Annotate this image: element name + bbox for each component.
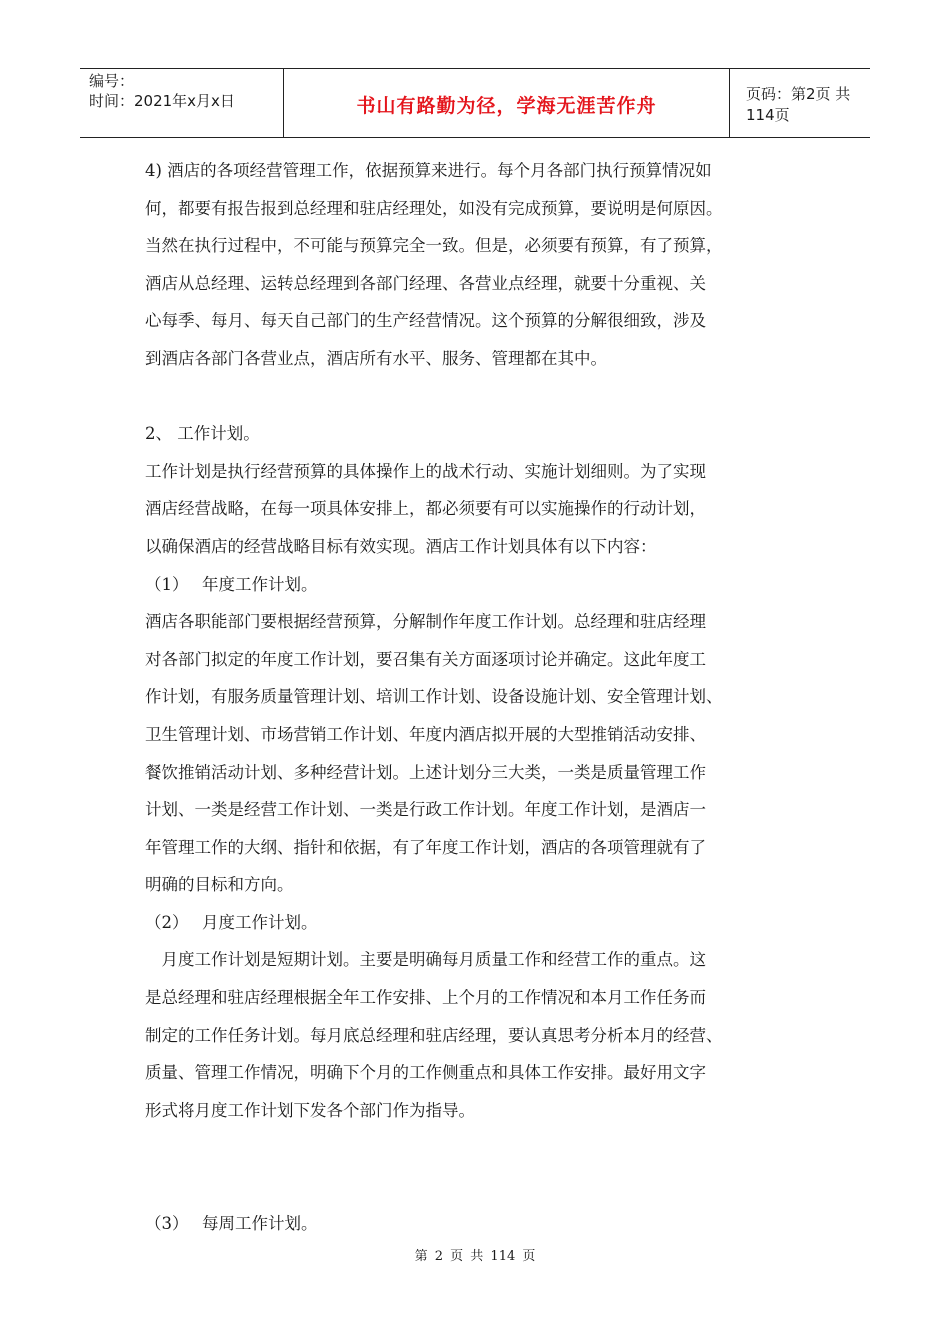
header-page-info: 页码：第2页 共114页 [746,85,851,124]
text-line: 年管理工作的大纲、指针和依据，有了年度工作计划，酒店的各项管理就有了 [145,837,706,857]
text-line: 餐饮推销活动计划、多种经营计划。上述计划分三大类，一类是质量管理工作 [145,762,706,782]
text-line: 以确保酒店的经营战略目标有效实现。酒店工作计划具体有以下内容： [145,536,657,556]
text-line: 酒店从总经理、运转总经理到各部门经理、各营业点经理，就要十分重视、关 [145,273,706,293]
text-line: 卫生管理计划、市场营销工作计划、年度内酒店拟开展的大型推销活动安排、 [145,724,706,744]
text-line: 质量、管理工作情况，明确下个月的工作侧重点和具体工作安排。最好用文字 [145,1063,706,1083]
text-line: 当然在执行过程中，不可能与预算完全一致。但是，必须要有预算，有了预算， [145,236,723,256]
text-line: 酒店经营战略，在每一项具体安排上，都必须要有可以实施操作的行动计划， [145,499,706,519]
text-line: 对各部门拟定的年度工作计划，要召集有关方面逐项讨论并确定。这此年度工 [145,649,706,669]
text-line: 月度工作计划是短期计划。主要是明确每月质量工作和经营工作的重点。这 [145,950,706,970]
text-line: （2） 月度工作计划。 [145,912,318,932]
blank-line [145,1167,835,1205]
header-motto-cell [284,69,730,137]
text-line: 是总经理和驻店经理根据全年工作安排、上个月的工作情况和本月工作任务而 [145,988,706,1008]
page-footer: 第 2 页 共 114 页 [414,1249,536,1264]
text-line: 形式将月度工作计划下发各个部门作为指导。 [145,1100,475,1120]
blank-line [145,1129,835,1167]
text-line: 到酒店各部门各营业点，酒店所有水平、服务、管理都在其中。 [145,348,607,368]
text-line: 作计划，有服务质量管理计划、培训工作计划、设备设施计划、安全管理计划、 [145,687,723,707]
text-line: 明确的目标和方向。 [145,875,294,895]
header-motto: 书山有路勤为径，学海无涯苦作舟 [356,94,657,117]
text-line: 工作计划是执行经营预算的具体操作上的战术行动、实施计划细则。为了实现 [145,461,706,481]
text-line: 计划、一类是经营工作计划、一类是行政工作计划。年度工作计划，是酒店一 [145,800,706,820]
text-line: （1） 年度工作计划。 [145,574,318,594]
text-line: 何，都要有报告报到总经理和驻店经理处，如没有完成预算，要说明是何原因。 [145,198,723,218]
text-line: 2、 工作计划。 [145,424,260,444]
document-number: 编号： [89,72,135,90]
text-line: 酒店各职能部门要根据经营预算，分解制作年度工作计划。总经理和驻店经理 [145,612,706,632]
document-body [145,152,835,1242]
header-page-cell [730,69,870,137]
blank-line [145,378,835,416]
text-line: 制定的工作任务计划。每月底总经理和驻店经理，要认真思考分析本月的经营、 [145,1025,723,1045]
document-date: 时间：2021年x月x日 [89,92,235,110]
text-line: 4) 酒店的各项经营管理工作，依据预算来进行。每个月各部门执行预算情况如 [145,161,712,180]
page-header [80,68,870,138]
text-line: （3） 每周工作计划。 [145,1213,318,1233]
header-meta [80,69,284,137]
text-line: 心每季、每月、每天自己部门的生产经营情况。这个预算的分解很细致，涉及 [145,311,706,331]
